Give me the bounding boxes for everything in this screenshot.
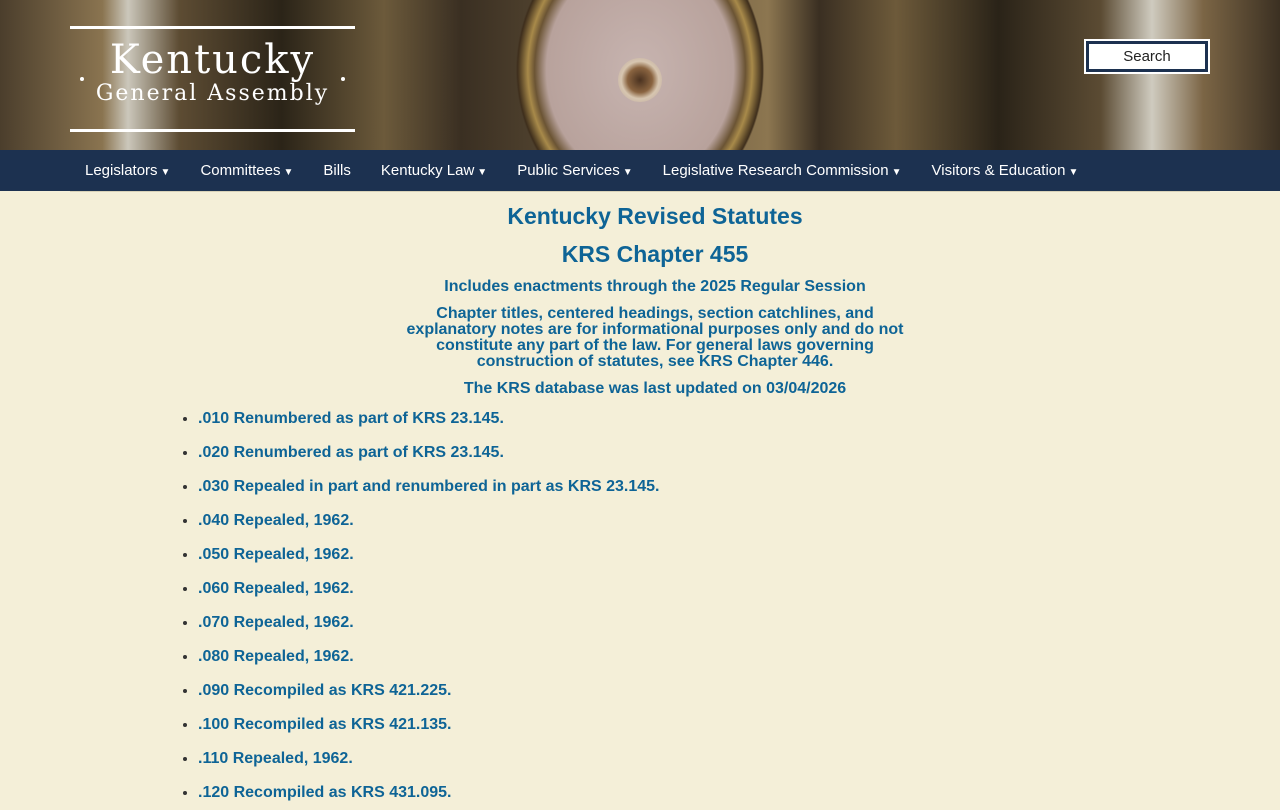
header-banner [0, 0, 1280, 150]
section-link[interactable]: .110 Repealed, 1962. [198, 750, 353, 767]
nav-item[interactable] [366, 162, 502, 179]
nav-item-label: Visitors & Education [931, 162, 1066, 179]
nav-item[interactable] [917, 162, 1094, 179]
section-link[interactable]: .120 Recompiled as KRS 431.095. [198, 784, 452, 801]
list-item [198, 470, 1280, 504]
search-box [1084, 39, 1210, 74]
section-link[interactable]: .070 Repealed, 1962. [198, 614, 354, 631]
list-item [198, 776, 1280, 810]
enactments-note: Includes enactments through the 2025 Regular Session [444, 278, 866, 295]
nav-item-label: Public Services [517, 162, 620, 179]
caret-down-icon: ▼ [891, 167, 902, 178]
logo-subtitle: General Assembly [95, 81, 330, 106]
list-item [198, 538, 1280, 572]
page-title: Kentucky Revised Statutes [507, 203, 803, 229]
section-link[interactable]: .030 Repealed in part and renumbered in part as KRS 23.145. [198, 478, 660, 495]
main-nav [0, 150, 1280, 191]
logo-dot [341, 77, 345, 81]
section-link[interactable]: .020 Renumbered as part of KRS 23.145. [198, 444, 504, 461]
list-item [198, 708, 1280, 742]
section-link[interactable]: .080 Repealed, 1962. [198, 648, 354, 665]
nav-item[interactable] [648, 162, 917, 179]
section-list [198, 402, 1280, 810]
list-item [198, 674, 1280, 708]
logo-title: Kentucky [109, 37, 316, 83]
list-item [198, 640, 1280, 674]
site-logo[interactable] [70, 26, 355, 132]
caret-down-icon: ▼ [1068, 167, 1079, 178]
list-item [198, 436, 1280, 470]
nav-item[interactable] [70, 162, 185, 179]
section-link[interactable]: .090 Recompiled as KRS 421.225. [198, 682, 452, 699]
main-content [0, 203, 1280, 810]
nav-item[interactable] [185, 162, 308, 179]
search-button[interactable]: Search [1088, 43, 1206, 70]
section-link[interactable]: .010 Renumbered as part of KRS 23.145. [198, 410, 504, 427]
section-link[interactable]: .040 Repealed, 1962. [198, 512, 354, 529]
section-link[interactable]: .060 Repealed, 1962. [198, 580, 354, 597]
list-item [198, 606, 1280, 640]
nav-item-label: Kentucky Law [380, 162, 475, 179]
nav-item[interactable] [502, 162, 647, 179]
dome-rosette [618, 58, 662, 102]
caret-down-icon: ▼ [160, 167, 171, 178]
nav-item[interactable] [308, 162, 366, 179]
caret-down-icon: ▼ [622, 167, 633, 178]
list-item [198, 402, 1280, 436]
disclaimer: Chapter titles, centered headings, section catchlines, and explanatory notes are for informational purposes only and do not constitute any part of the law. For general laws governing construction of statutes, see KRS Chapter 446. [406, 305, 904, 370]
list-item [198, 742, 1280, 776]
nav-item-label: Bills [323, 162, 351, 179]
chapter-title: KRS Chapter 455 [561, 241, 749, 267]
caret-down-icon: ▼ [283, 167, 294, 178]
section-link[interactable]: .050 Repealed, 1962. [198, 546, 354, 563]
nav-item-label: Committees [200, 162, 281, 179]
nav-item-label: Legislative Research Commission [662, 162, 889, 179]
list-item [198, 572, 1280, 606]
section-link[interactable]: .100 Recompiled as KRS 421.135. [198, 716, 452, 733]
divider [70, 191, 1210, 192]
nav-item-label: Legislators [85, 162, 158, 179]
logo-dot [80, 77, 84, 81]
last-updated: The KRS database was last updated on 03/04/2026 [463, 380, 847, 397]
list-item [198, 504, 1280, 538]
caret-down-icon: ▼ [477, 167, 488, 178]
